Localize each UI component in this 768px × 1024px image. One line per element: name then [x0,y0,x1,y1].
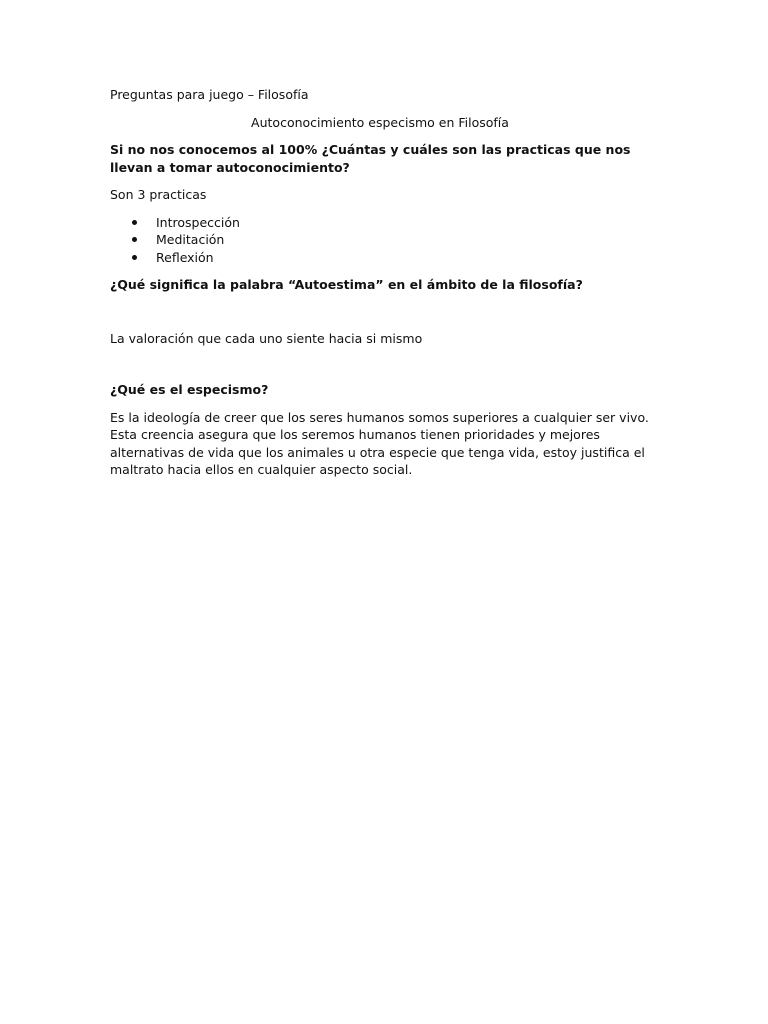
blank-space [110,357,650,381]
bullet-icon [132,255,137,260]
document-body [110,86,650,489]
question-3: ¿Qué es el especismo? [110,382,269,397]
list-item [110,231,650,249]
list-item [110,249,650,267]
document-subtitle: Autoconocimiento especismo en Filosofía [251,114,509,130]
list-item [110,214,650,232]
answer-3: Es la ideología de creer que los seres humanos somos superiores a cualquier ser vivo. Esta creencia asegura que los seremos humanos tienen prioridades y mejores alternativas de vida que los animales u otra especie que tenga vida, estoy justifica el maltrato hacia ellos en cualquier aspecto social. [110,409,649,477]
list-item-label: Reflexión [156,249,214,265]
answer-1-intro: Son 3 practicas [110,187,207,202]
answer-2: La valoración que cada uno siente hacia si mismo [110,330,423,346]
practices-list [110,214,650,267]
document-header: Preguntas para juego – Filosofía [110,87,309,102]
bullet-icon [132,220,137,225]
list-item-label: Introspección [156,214,240,230]
blank-space [110,304,650,330]
question-1: Si no nos conocemos al 100% ¿Cuántas y cuáles son las practicas que nos llevan a tomar autoconocimiento? [110,142,631,175]
question-2: ¿Qué significa la palabra “Autoestima” en el ámbito de la filosofía? [110,277,583,292]
bullet-icon [132,237,137,242]
list-item-label: Meditación [156,232,225,247]
